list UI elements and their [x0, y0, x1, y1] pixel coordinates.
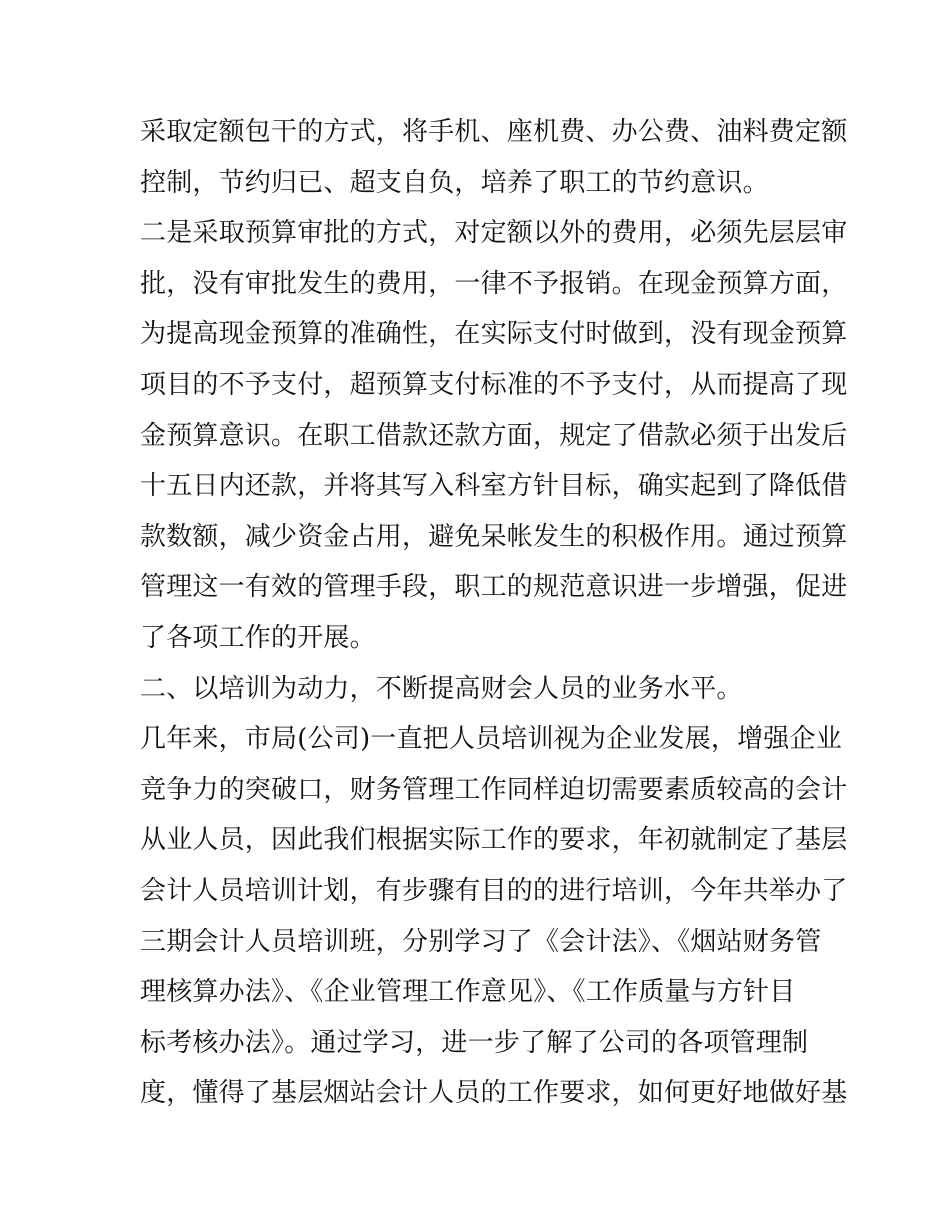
text-line: 为提高现金预算的准确性，在实际支付时做到，没有现金预算: [140, 319, 848, 350]
text-line: 管理这一有效的管理手段，职工的规范意识进一步增强，促进: [140, 572, 848, 603]
text-line: 款数额，减少资金占用，避免呆帐发生的积极作用。通过预算: [140, 521, 848, 552]
text-line: 了各项工作的开展。: [140, 622, 376, 653]
text-line: 控制，节约归已、超支自负，培养了职工的节约意识。: [140, 167, 769, 198]
text-line: 金预算意识。在职工借款还款方面，规定了借款必须于出发后: [140, 420, 848, 451]
section-heading: 二、以培训为动力，不断提高财会人员的业务水平。: [140, 673, 743, 704]
text-line: 三期会计人员培训班，分别学习了《会计法》、《烟站财务管: [140, 926, 822, 957]
text-line: 会计人员培训计划，有步骤有目的的进行培训，今年共举办了: [140, 875, 848, 906]
text-line: 二是采取预算审批的方式，对定额以外的费用，必须先层层审: [140, 218, 848, 249]
text-line: 项目的不予支付，超预算支付标准的不予支付，从而提高了现: [140, 369, 848, 400]
text-line: 几年来，市局(公司)一直把人员培训视为企业发展，增强企业: [140, 724, 842, 755]
text-line: 理核算办法》、《企业管理工作意见》、《工作质量与方针目: [140, 977, 796, 1008]
text-line: 标考核办法》。通过学习，进一步了解了公司的各项管理制: [140, 1027, 809, 1058]
text-line: 竞争力的突破口，财务管理工作同样迫切需要素质较高的会计: [140, 774, 848, 805]
text-line: 从业人员，因此我们根据实际工作的要求，年初就制定了基层: [140, 825, 848, 856]
text-line: 度，懂得了基层烟站会计人员的工作要求，如何更好地做好基: [140, 1078, 848, 1109]
text-line: 采取定额包干的方式，将手机、座机费、办公费、油料费定额: [140, 117, 848, 147]
body-text: [140, 107, 848, 1119]
text-line: 十五日内还款，并将其写入科室方针目标，确实起到了降低借: [140, 471, 848, 502]
text-line: 批，没有审批发生的费用，一律不予报销。在现金预算方面，: [140, 268, 848, 299]
